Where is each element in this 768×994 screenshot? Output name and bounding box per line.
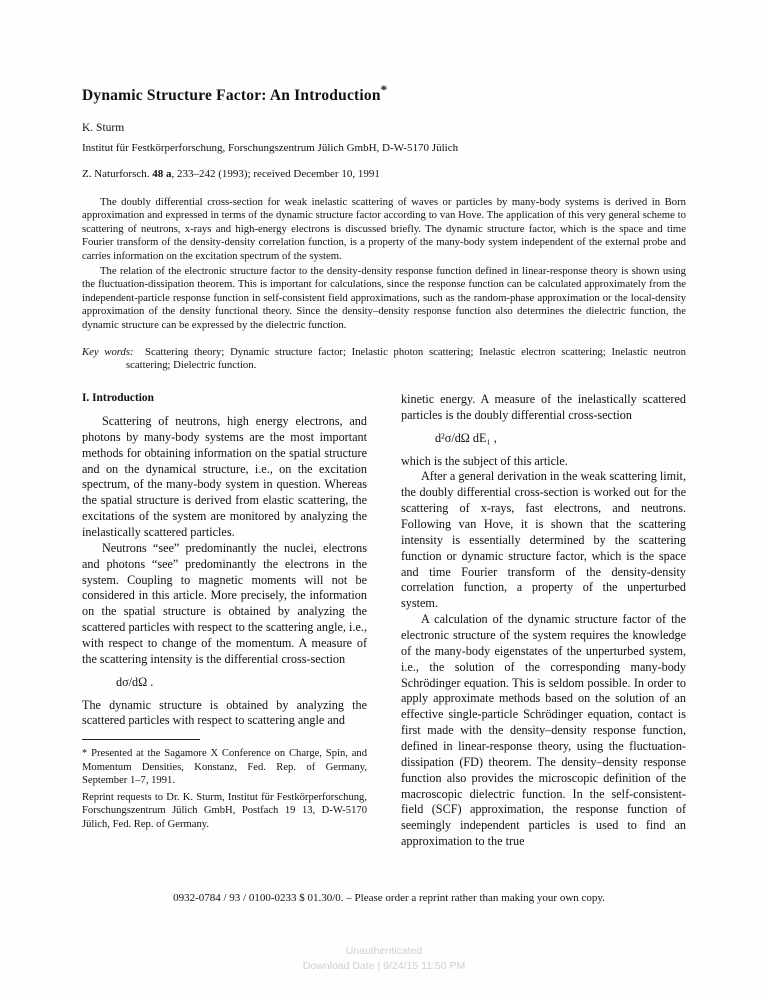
journal-ref-volume: 48 a bbox=[152, 167, 172, 180]
article-header bbox=[82, 82, 686, 373]
keywords-label: Key words: bbox=[82, 345, 134, 358]
keywords-text: Scattering theory; Dynamic structure factor; Inelastic photon scattering; Inelastic electron scattering; Inelastic neutron scattering; Dielectric function. bbox=[126, 345, 686, 372]
page-title bbox=[82, 82, 686, 106]
author-affiliation: Institut für Festkörperforschung, Forschungszentrum Jülich GmbH, D-W-5170 Jülich bbox=[82, 141, 459, 154]
page-footer-copyright: 0932-0784 / 93 / 0100-0233 $ 01.30/0. – Please order a reprint rather than making your own copy. bbox=[173, 892, 605, 904]
journal-ref-prefix: Z. Naturforsch. bbox=[82, 167, 153, 180]
left-column bbox=[82, 392, 367, 850]
left-column-text bbox=[82, 414, 367, 729]
paragraph: which is the subject of this article. bbox=[401, 453, 568, 468]
watermark-line-1: Unauthenticated bbox=[345, 945, 423, 957]
footnote-separator bbox=[82, 739, 200, 740]
equation-doubly-differential-cross-section: d²σ/dΩ dE₁ , bbox=[435, 430, 497, 445]
title-text: Dynamic Structure Factor: An Introduction bbox=[82, 87, 381, 105]
paragraph: After a general derivation in the weak scattering limit, the doubly differential cross-section is worked out for the scattering of x-rays, fast electrons, and neutrons. Following van Hove, it is shown that the scattering intensity is essentially determined by the scattering function or dynamic structure factor, which is the space and time Fourier transform of the density-density correlation function, a property of the unperturbed system. bbox=[401, 469, 686, 611]
paragraph: Scattering of neutrons, high energy electrons, and photons by many-body systems are the most important methods for obtaining information on the spatial structure and on the dynamical structure, i.e., on the excitation spectrum, of the many-body system in question. Whereas the spatial structure is derived from elastic scattering, the excitations of the system are monitored by analyzing the inelastically scattered particles. bbox=[82, 414, 367, 540]
title-footnote-marker: * bbox=[380, 82, 388, 97]
watermark bbox=[0, 944, 768, 974]
section-heading-introduction: I. Introduction bbox=[82, 392, 154, 404]
right-column-text bbox=[401, 392, 686, 850]
keywords bbox=[82, 346, 686, 373]
abstract-paragraph: The doubly differential cross-section for weak inelastic scattering of waves or particles by many-body systems is derived in Born approximation and expressed in terms of the dynamic structure factor according to van Hove. The application of this very general scheme to scattering of neutrons, x-rays and high-energy electrons is discussed briefly. The dynamic structure factor, which is the space and time Fourier transform of the density-density correlation function, is a property of the many-body system independent of the external probe and carries information on the excitation spectrum of the system. bbox=[82, 195, 686, 263]
abstract bbox=[82, 196, 686, 333]
paragraph: kinetic energy. A measure of the inelastically scattered particles is the doubly differential cross-section bbox=[401, 392, 686, 422]
abstract-paragraph: The relation of the electronic structure factor to the density-density response function defined in linear-response theory is shown using the fluctuation-dissipation theorem. This is important for calculations, since the response function can be calculated approximately from the independent-particle response function in self-consistent field approximations, such as the random-phase approximation or the local-density approximation of the density functional theory. Since the density–density response function also determines the dielectric function, the dynamic structure can be expressed by the dielectric function. bbox=[82, 264, 686, 331]
journal-reference bbox=[82, 168, 686, 180]
footnote-reprint-requests: Reprint requests to Dr. K. Sturm, Institut für Festkörperforschung, Forschungszentrum Jülich GmbH, Postfach 19 13, D-W-5170 Jülich, Fed. Rep. of Germany. bbox=[82, 792, 367, 830]
author-name: K. Sturm bbox=[82, 121, 125, 134]
paragraph: Neutrons “see” predominantly the nuclei, electrons and photons “see” predominantly the electrons in the system. Coupling to magnetic moments will not be considered in this article. More precisely, the information on the spatial structure is obtained by analyzing the scattered particles with respect to the scattering angle, i.e., with respect to change of the momentum. A measure of the scattering intensity is the differential cross-section bbox=[82, 540, 367, 666]
footnote-block bbox=[82, 747, 367, 830]
journal-ref-suffix: , 233–242 (1993); received December 10, 1991 bbox=[171, 167, 380, 180]
equation-differential-cross-section: dσ/dΩ . bbox=[116, 674, 154, 689]
paragraph: A calculation of the dynamic structure factor of the electronic structure of the system requires the knowledge of the many-body eigenstates of the unperturbed system, i.e., the solution of the corresponding many-body Schrödinger equation. This is seldom possible. In order to apply approximate methods based on the solution of an effective single-particle Schrödinger equation, contact is first made with the density–density response function, defined in linear-response theory, using the fluctuation-dissipation (FD) theorem. The density–density response function also provides the microscopic definition of the macroscopic dielectric function. In the self-consistent-field (SCF) approximation, the response function of seemingly independent particles is used to find an approximation to the true bbox=[401, 612, 686, 849]
two-column-body bbox=[82, 392, 686, 850]
paragraph: The dynamic structure is obtained by analyzing the scattered particles with respect to scattering angle and bbox=[82, 697, 367, 728]
footnote-conference: * Presented at the Sagamore X Conference on Charge, Spin, and Momentum Densities, Konstanz, Fed. Rep. of Germany, September 1–7, 1991. bbox=[82, 748, 367, 786]
right-column bbox=[401, 392, 686, 850]
watermark-line-2: Download Date | 9/24/15 11:50 PM bbox=[302, 960, 466, 973]
